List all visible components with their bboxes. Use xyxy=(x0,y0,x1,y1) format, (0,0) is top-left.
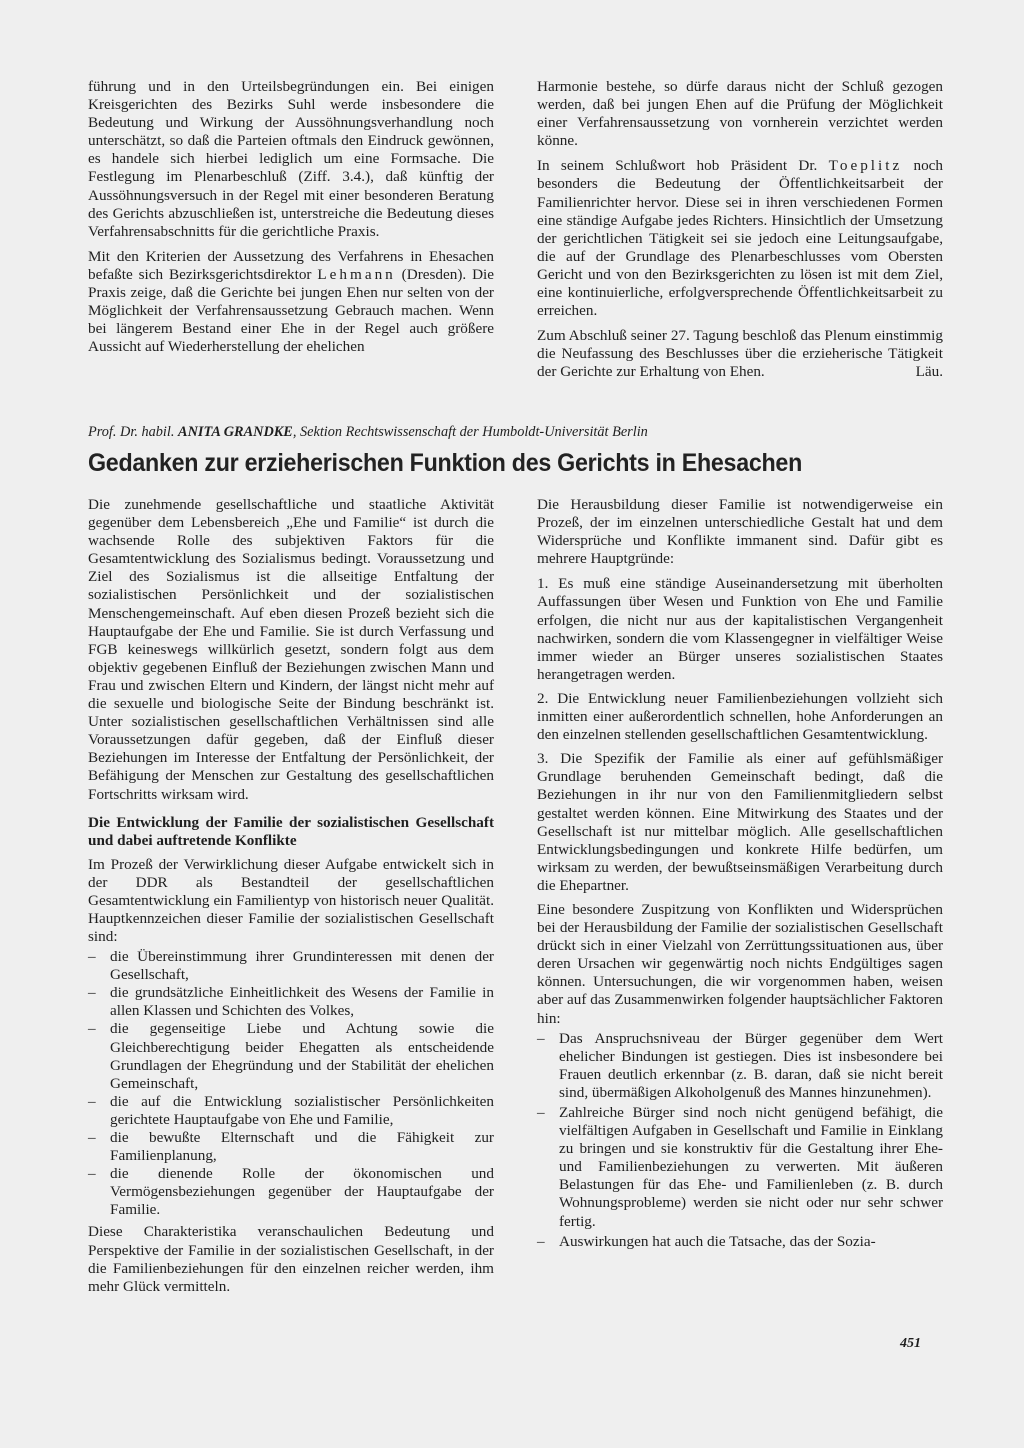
text-run: Zum Abschluß seiner 27. Tagung beschloß das Plenum einstimmig die Neufassung des Beschlusses über die erzieherische Tätigkeit der Gerichte zur Erhaltung von Ehen. xyxy=(537,327,943,381)
numbered-item: 1. Es muß eine ständige Auseinandersetzung mit überholten Auffassungen über Wesen und Funktion von Ehe und Familie erfolgen, die nicht nur aus der kapitalistischen Vergangenheit nachwirken, sondern die vom Klassengegner in vielfältiger Weise immer wieder an Bürger unseres sozialistischen Staates herangetragen werden. xyxy=(537,575,943,683)
list-item: – Das Anspruchsniveau der Bürger gegenüber dem Wert ehelicher Bindungen ist gestiegen. Dies ist insbesondere bei Frauen deutlich erkennbar (z. B. daran, daß sie nicht bereit sind, übermäßigen Alkoholgenuß des Mannes hinzunehmen). xyxy=(537,1030,943,1102)
characteristics-list xyxy=(88,948,494,1219)
text-run: (Dresden). Die Praxis zeige, daß die Gerichte bei jungen Ehen nur selten von der Möglichkeit der Verfahrensaussetzung Gebrauch machen. Wenn bei längerem Bestand einer Ehe in der Regel auch größere Aussicht auf Wiederherstellung der ehelichen xyxy=(88,265,495,356)
person-name: Toeplitz xyxy=(828,157,903,175)
list-item: – die grundsätzliche Einheitlichkeit des Wesens der Familie in allen Klassen und Schichten des Volkes, xyxy=(88,984,494,1020)
numbered-item: 3. Die Spezifik der Familie als einer auf gefühlsmäßiger Grundlage beruhenden Gemeinschaft bedingt, daß die Beziehungen in ihr nur von den Familienmitgliedern selbst gestaltet werden können. Eine Mitwirkung des Staates und der Gesellschaft ist nur mittelbar möglich. Alle gesellschaftlichen Entwicklungsbedingungen und konkrete Hilfe bedürfen, um wirksam zu werden, der bewußtseinsmäßigen Verarbeitung durch die Ehepartner. xyxy=(537,750,943,894)
paragraph: Die zunehmende gesellschaftliche und staatliche Aktivität gegenüber dem Lebensbereich „Ehe und Familie“ ist durch die wachsende Rolle des subjektiven Faktors für die Gesamtentwicklung des Sozialismus bedingt. Voraussetzung und Ziel des Sozialismus ist die allseitige Entfaltung der sozialistischen Persönlichkeit und der sozialistischen Menschengemeinschaft. Auf eben diesen Prozeß bezieht sich die Hauptaufgabe der Ehe und Familie. Sie ist durch Verfassung und FGB keineswegs willkürlich gesetzt, sondern folgt aus dem objektiv gegebenen Einfluß der Beziehungen zwischen Mann und Frau und zwischen Eltern und Kindern, der längst nicht mehr auf die sexuelle und biologische Seite der Bindung beschränkt ist. Unter sozialistischen gesellschaftlichen Verhältnissen sind alle Voraussetzungen dafür gegeben, daß der Einfluß dieser Beziehungen im Interesse der Entfaltung der Persönlichkeit, der Befähigung der Menschen zur Gestaltung des gesellschaftlichen Fortschritts wirksam wird. xyxy=(88,496,494,803)
paragraph: Im Prozeß der Verwirklichung dieser Aufgabe entwickelt sich in der DDR als Bestandteil der gesellschaftlichen Gesamtentwicklung ein Familientyp von historisch neuer Qualität. Hauptkennzeichen dieser Familie der sozialistischen Gesellschaft sind: xyxy=(88,855,494,945)
paragraph xyxy=(537,327,943,381)
paragraph: Harmonie bestehe, so dürfe daraus nicht der Schluß gezogen werden, daß bei jungen Ehen auf die Prüfung der Möglichkeit einer Verfahrensaussetzung von vornherein verzichtet werden könne. xyxy=(537,78,943,150)
list-item: – Zahlreiche Bürger sind noch nicht genügend befähigt, die vielfältigen Aufgaben in Gesellschaft und Familie in Einklang zu bringen und sie konstruktiv für die Gestaltung ihrer Ehe- und Familienbeziehungen zu verwerten. Mit äußeren Belastungen für das Ehe- und Familienleben (z. B. durch Wohnungsprobleme) werden sie nicht oder nur sehr schwer fertig. xyxy=(537,1104,943,1231)
factors-list xyxy=(537,1030,943,1251)
paragraph: Eine besondere Zuspitzung von Konflikten und Widersprüchen bei der Herausbildung der Familie der sozialistischen Gesellschaft drückt sich in einer Vielzahl von Zerrüttungssituationen aus, über deren Ursachen wir gegenwärtig noch nichts Endgültiges sagen können. Untersuchungen, die wir vorgenommen haben, weisen aber auf das Zusammenwirken folgender hauptsächlicher Faktoren hin: xyxy=(537,900,943,1027)
text-run: Mit den Kriterien der Aussetzung des Verfahrens in Ehesachen befaßte sich Bezirksgerichtsdirektor xyxy=(88,247,494,283)
numbered-reasons xyxy=(537,575,943,895)
article-title: Gedanken zur erzieherischen Funktion des Gerichts in Ehesachen xyxy=(88,449,803,477)
text-run: In seinem Schlußwort hob Präsident Dr. xyxy=(537,157,818,175)
bottom-left-column xyxy=(88,496,494,1303)
bottom-right-column xyxy=(537,496,943,1255)
top-left-column xyxy=(88,78,494,363)
top-right-column xyxy=(537,78,943,389)
list-item: – die gegenseitige Liebe und Achtung sowie die Gleichberechtigung beider Ehegatten als entscheidende Grundlagen der Ehegründung und der Stabilität der ehelichen Gemeinschaft, xyxy=(88,1020,494,1092)
paragraph xyxy=(88,248,494,357)
section-subheading: Die Entwicklung der Familie der sozialistischen Gesellschaft und dabei auftretende Konflikte xyxy=(88,813,494,849)
text-run: noch besonders die Bedeutung der Öffentlichkeitsarbeit der Familienrichter hervor. Diese sei in ihren verschiedenen Formen eine ständige Aufgabe jedes Richters. Hinsichtlich der Umsetzung der gerichtlichen Tätigkeit sei sie jedoch eine Leitungsaufgabe, die auf der Grundlage des Plenarbeschlusses vom Obersten Gericht und von den Bezirksgerichten zu lösen ist mit dem Ziel, eine kontinuierliche, erfolgversprechende Öffentlichkeitsarbeit zu erreichen. xyxy=(537,157,943,320)
list-item: – die auf die Entwicklung sozialistischer Persönlichkeiten gerichtete Hauptaufgabe von Ehe und Familie, xyxy=(88,1093,494,1129)
page-number: 451 xyxy=(900,1336,921,1351)
list-item: – die Übereinstimmung ihrer Grundinteressen mit denen der Gesellschaft, xyxy=(88,948,494,984)
list-item: – Auswirkungen hat auch die Tatsache, das der Sozia- xyxy=(537,1233,943,1251)
paragraph: Die Herausbildung dieser Familie ist notwendigerweise ein Prozeß, der im einzelnen unterschiedliche Gestalt hat und dem Widersprüche und Konflikte immanent sind. Dafür gibt es mehrere Hauptgründe: xyxy=(537,496,943,568)
paragraph: Diese Charakteristika veranschaulichen Bedeutung und Perspektive der Familie in der sozialistischen Gesellschaft, in der die Familienbeziehungen für den einzelnen reicher werden, ihm mehr Glück vermitteln. xyxy=(88,1223,494,1295)
byline-author: ANITA GRANDKE xyxy=(178,424,293,440)
person-name: Lehmann xyxy=(317,265,396,283)
list-item: – die bewußte Elternschaft und die Fähigkeit zur Familienplanung, xyxy=(88,1129,494,1165)
signature: Läu. xyxy=(915,363,943,381)
paragraph xyxy=(537,157,943,320)
list-item: – die dienende Rolle der ökonomischen und Vermögensbeziehungen gegenüber der Hauptaufgabe der Familie. xyxy=(88,1165,494,1219)
paragraph: führung und in den Urteilsbegründungen ein. Bei einigen Kreisgerichten des Bezirks Suhl werde insbesondere die Bedeutung und Wirkung der Aussöhnungsverhandlung noch unterschätzt, so daß die Parteien oftmals den Eindruck gewönnen, es handele sich hierbei lediglich um eine Formsache. Die Festlegung im Plenarbeschluß (Ziff. 3.4.), daß künftig der Aussöhnungsversuch in der Regel mit einer besonderen Beratung des Gerichts abzuschließen ist, unterstreiche die Bedeutung dieses Verfahrensabschnitts für die gerichtliche Praxis. xyxy=(88,78,494,240)
byline-prefix: Prof. Dr. habil. xyxy=(88,424,175,440)
byline-suffix: , Sektion Rechtswissenschaft der Humboldt-Universität Berlin xyxy=(292,424,648,440)
article-byline xyxy=(88,424,928,441)
numbered-item: 2. Die Entwicklung neuer Familienbeziehungen vollzieht sich inmitten einer außerordentlich schnellen, hohe Anforderungen an den einzelnen stellenden gesellschaftlichen Gesamtentwicklung. xyxy=(537,689,943,744)
